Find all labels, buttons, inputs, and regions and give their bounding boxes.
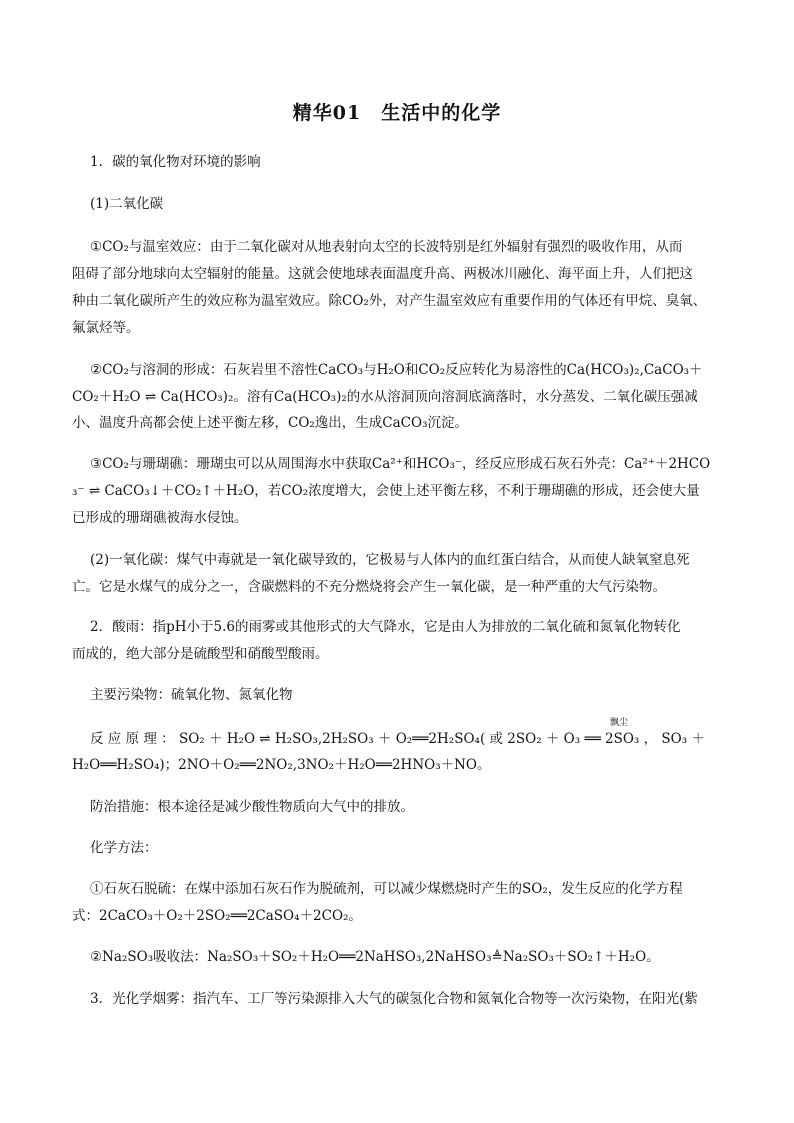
paragraph-limestone-line-2: 式：2CaCO₃＋O₂＋2SO₂══2CaSO₄＋2CO₂。 [72, 908, 362, 924]
paragraph-acid-rain-line-2: 而成的，绝大部分是硫酸型和硝酸型酸雨。 [72, 646, 329, 662]
paragraph-cave-line-1: ②CO₂与溶洞的形成：石灰岩里不溶性CaCO₃与H₂O和CO₂反应转化为易溶性的Ca(HCO₃)₂,CaCO₃＋ [90, 362, 703, 378]
paragraph-reaction-line-1: 反 应 原 理 ： SO₂ ＋ H₂O ⇌ H₂SO₃,2H₂SO₃ ＋ O₂══2H₂SO₄( 或 2SO₂ ＋ O₃ ══ 2SO₃ ， SO₃ ＋ [90, 731, 705, 747]
paragraph-cave-line-2: CO₂＋H₂O ⇌ Ca(HCO₃)₂。溶有Ca(HCO₃)₂的水从溶洞顶向溶洞底滴落时，水分蒸发、二氧化碳压强减 [72, 389, 698, 405]
paragraph-reaction-line-2: H₂O══H₂SO₄)；2NO＋O₂══2NO₂,3NO₂＋H₂O══2HNO₃＋NO。 [72, 757, 491, 773]
paragraph-co-line-1: (2)一氧化碳：煤气中毒就是一氧化碳导致的，它极易与人体内的血红蛋白结合，从而使人缺氧窒息死 [90, 552, 690, 568]
paragraph-greenhouse-line-1: ①CO₂与温室效应：由于二氧化碳对从地表射向太空的长波特别是红外辐射有强烈的吸收作用，从而 [90, 239, 683, 255]
paragraph-sulfite-absorption: ②Na₂SO₃吸收法：Na₂SO₃＋SO₂＋H₂O══2NaHSO₃,2NaHSO₃≜Na₂SO₃＋SO₂↑＋H₂O。 [90, 949, 660, 965]
reaction-condition-label: 飘尘 [610, 718, 629, 728]
paragraph-greenhouse-line-2: 阻碍了部分地球向太空辐射的能量。这就会使地球表面温度升高、两极冰川融化、海平面上升，人们把这 [72, 266, 693, 282]
subsection-heading-co2: (1)二氧化碳 [90, 196, 164, 212]
paragraph-pollutants: 主要污染物：硫氧化物、氮氧化物 [90, 687, 293, 703]
paragraph-co-line-2: 亡。它是水煤气的成分之一，含碳燃料的不充分燃烧将会产生一氧化碳，是一种严重的大气污染物。 [72, 579, 666, 595]
paragraph-coral-line-3: 已形成的珊瑚礁被海水侵蚀。 [72, 510, 248, 526]
paragraph-limestone-line-1: ①石灰石脱硫：在煤中添加石灰石作为脱硫剂，可以减少煤燃烧时产生的SO₂，发生反应的化学方程 [90, 881, 683, 897]
paragraph-chemical-methods: 化学方法： [90, 840, 158, 856]
paragraph-acid-rain-line-1: 2．酸雨：指pH小于5.6的雨雾或其他形式的大气降水，它是由人为排放的二氧化硫和氮氧化物转化 [90, 619, 681, 635]
page-title: 精华01 生活中的化学 [292, 102, 502, 124]
paragraph-greenhouse-line-3: 种由二氧化碳所产生的效应称为温室效应。除CO₂外，对产生温室效应有重要作用的气体还有甲烷、臭氧、 [72, 293, 707, 309]
paragraph-prevention: 防治措施：根本途径是减少酸性物质向大气中的排放。 [90, 799, 414, 815]
section-heading-1: 1．碳的氧化物对环境的影响 [90, 154, 261, 170]
paragraph-coral-line-1: ③CO₂与珊瑚礁：珊瑚虫可以从周围海水中获取Ca²⁺和HCO₃⁻，经反应形成石灰石外壳：Ca²⁺＋2HCO [90, 456, 711, 472]
paragraph-photochemical-smog: 3．光化学烟雾：指汽车、工厂等污染源排入大气的碳氢化合物和氮氧化合物等一次污染物，在阳光(紫 [90, 991, 698, 1007]
paragraph-greenhouse-line-4: 氟氯烃等。 [72, 320, 140, 336]
paragraph-coral-line-2: ₃⁻ ⇌ CaCO₃↓＋CO₂↑＋H₂O，若CO₂浓度增大，会使上述平衡左移，不利于珊瑚礁的形成，还会使大量 [72, 483, 700, 499]
paragraph-cave-line-3: 小、温度升高都会使上述平衡左移，CO₂逸出，生成CaCO₃沉淀。 [72, 415, 468, 431]
